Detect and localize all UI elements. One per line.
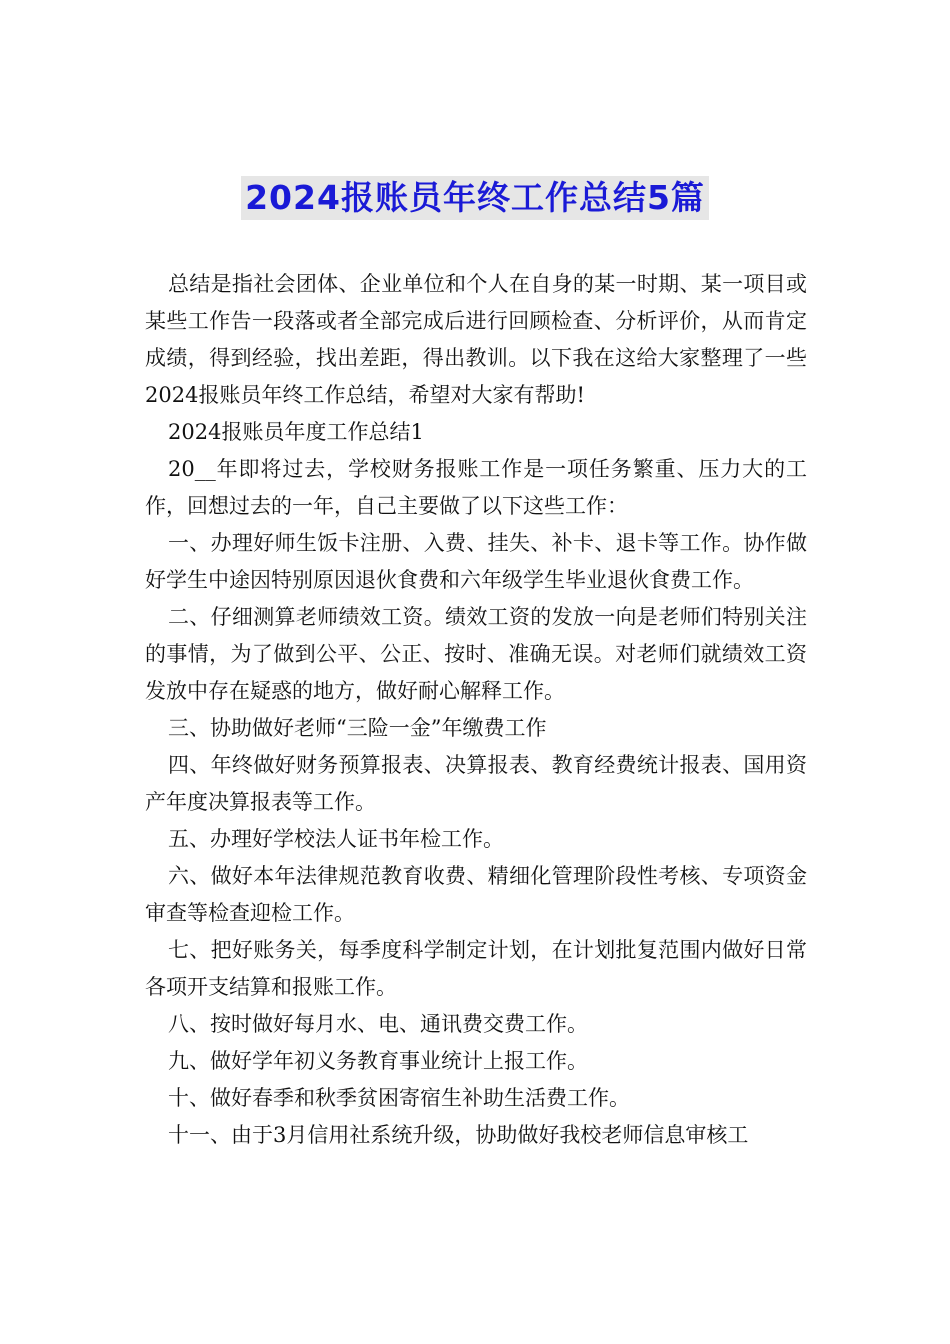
list-item: 七、把好账务关，每季度科学制定计划，在计划批复范围内做好日常各项开支结算和报账工作。 bbox=[145, 938, 807, 999]
paragraph-intro: 总结是指社会团体、企业单位和个人在自身的某一时期、某一项目或某些工作告一段落或者全部完成后进行回顾检查、分析评价，从而肯定成绩，得到经验，找出差距，得出教训。以下我在这给大家整理了一些2024报账员年终工作总结，希望对大家有帮助! bbox=[145, 272, 807, 407]
list-item: 九、做好学年初义务教育事业统计上报工作。 bbox=[168, 1049, 588, 1073]
title-container bbox=[0, 176, 950, 220]
list-item: 四、年终做好财务预算报表、决算报表、教育经费统计报表、国用资产年度决算报表等工作。 bbox=[145, 753, 807, 814]
list-item: 五、办理好学校法人证书年检工作。 bbox=[168, 827, 504, 851]
paragraph: 20__年即将过去，学校财务报账工作是一项任务繁重、压力大的工作，回想过去的一年，自己主要做了以下这些工作： bbox=[145, 457, 807, 518]
list-item: 八、按时做好每月水、电、通讯费交费工作。 bbox=[168, 1012, 588, 1036]
list-item: 三、协助做好老师“三险一金”年缴费工作 bbox=[168, 716, 547, 740]
list-item: 二、仔细测算老师绩效工资。绩效工资的发放一向是老师们特别关注的事情，为了做到公平、公正、按时、准确无误。对老师们就绩效工资发放中存在疑惑的地方，做好耐心解释工作。 bbox=[145, 605, 807, 703]
list-item: 六、做好本年法律规范教育收费、精细化管理阶段性考核、专项资金审查等检查迎检工作。 bbox=[145, 864, 807, 925]
list-item: 一、办理好师生饭卡注册、入费、挂失、补卡、退卡等工作。协作做好学生中途因特别原因退伙食费和六年级学生毕业退伙食费工作。 bbox=[145, 531, 807, 592]
list-item: 十一、由于3月信用社系统升级，协助做好我校老师信息审核工 bbox=[168, 1123, 749, 1147]
section-heading: 2024报账员年度工作总结1 bbox=[168, 420, 424, 444]
list-item: 十、做好春季和秋季贫困寄宿生补助生活费工作。 bbox=[168, 1086, 630, 1110]
document-body bbox=[145, 266, 807, 1154]
document-title: 2024报账员年终工作总结5篇 bbox=[241, 176, 709, 220]
